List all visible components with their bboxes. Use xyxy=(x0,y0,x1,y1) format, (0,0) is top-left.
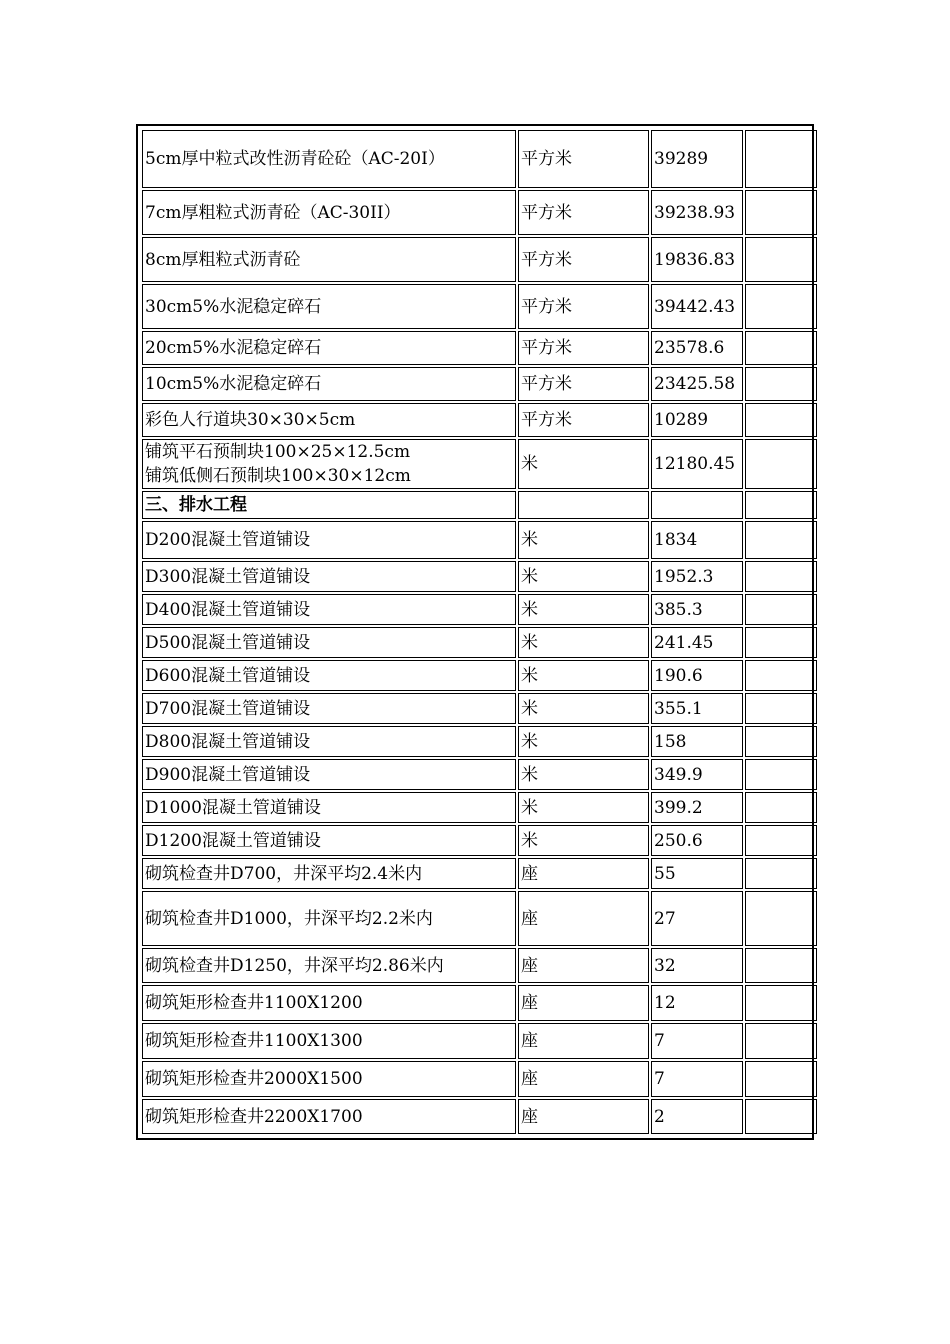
unit-cell: 米 xyxy=(518,759,649,790)
remark-cell xyxy=(745,237,817,282)
table-body xyxy=(142,130,817,1134)
item-name: 三、排水工程 xyxy=(145,495,247,515)
remark-cell xyxy=(745,521,817,559)
item-name-cell xyxy=(142,660,516,691)
quantity-cell: 158 xyxy=(651,726,743,757)
quantity-cell: 349.9 xyxy=(651,759,743,790)
table-row xyxy=(142,367,817,401)
unit-cell: 平方米 xyxy=(518,367,649,401)
table-row xyxy=(142,521,817,559)
quantity-cell: 27 xyxy=(651,891,743,946)
item-name: D400混凝土管道铺设 xyxy=(145,599,311,620)
item-name: 砌筑矩形检查井2000X1500 xyxy=(145,1069,363,1089)
item-name: D300混凝土管道铺设 xyxy=(145,566,311,587)
quantity-cell: 39238.93 xyxy=(651,190,743,235)
item-name-second-line: 铺筑低侧石预制块100×30×12cm xyxy=(145,466,411,486)
table-row xyxy=(142,561,817,592)
quantity-cell: 241.45 xyxy=(651,627,743,658)
item-name-cell xyxy=(142,403,516,437)
item-name-cell xyxy=(142,237,516,282)
item-name: 5cm厚中粒式改性沥青砼砼（AC-20I） xyxy=(145,149,445,169)
item-name: 铺筑平石预制块100×25×12.5cm xyxy=(145,442,411,462)
table-row xyxy=(142,985,817,1021)
unit-cell: 平方米 xyxy=(518,403,649,437)
item-name: D600混凝土管道铺设 xyxy=(145,665,311,686)
unit-cell: 平方米 xyxy=(518,190,649,235)
item-name: D700混凝土管道铺设 xyxy=(145,698,311,719)
table-row xyxy=(142,190,817,235)
quantity-table xyxy=(136,124,814,1140)
quantity-cell: 355.1 xyxy=(651,693,743,724)
table-row xyxy=(142,130,817,188)
remark-cell xyxy=(745,439,817,489)
item-name-cell xyxy=(142,130,516,188)
table-row xyxy=(142,237,817,282)
remark-cell xyxy=(745,190,817,235)
item-name: D200混凝土管道铺设 xyxy=(145,530,311,550)
remark-cell xyxy=(745,130,817,188)
remark-cell xyxy=(745,594,817,625)
item-name: 7cm厚粗粒式沥青砼（AC-30II） xyxy=(145,202,401,223)
item-name-cell xyxy=(142,891,516,946)
table-row xyxy=(142,594,817,625)
unit-cell: 座 xyxy=(518,858,649,889)
item-name: 砌筑矩形检查井2200X1700 xyxy=(145,1106,363,1127)
item-name: D1000混凝土管道铺设 xyxy=(145,797,321,818)
item-name: 砌筑矩形检查井1100X1200 xyxy=(145,993,363,1013)
remark-cell xyxy=(745,561,817,592)
item-name-cell xyxy=(142,190,516,235)
item-name-cell xyxy=(142,1099,516,1134)
unit-cell: 米 xyxy=(518,594,649,625)
table-row xyxy=(142,792,817,823)
remark-cell xyxy=(745,726,817,757)
table-row xyxy=(142,891,817,946)
remark-cell xyxy=(745,985,817,1021)
remark-cell xyxy=(745,403,817,437)
unit-cell: 米 xyxy=(518,792,649,823)
quantity-cell: 23425.58 xyxy=(651,367,743,401)
table-row xyxy=(142,726,817,757)
quantity-cell: 1952.3 xyxy=(651,561,743,592)
unit-cell: 米 xyxy=(518,693,649,724)
quantity-cell: 7 xyxy=(651,1023,743,1059)
table-row xyxy=(142,1061,817,1097)
quantity-cell: 250.6 xyxy=(651,825,743,856)
item-name-cell xyxy=(142,521,516,559)
item-name: 砌筑检查井D700，井深平均2.4米内 xyxy=(145,863,423,884)
quantity-cell: 55 xyxy=(651,858,743,889)
unit-cell: 米 xyxy=(518,660,649,691)
item-name: 砌筑矩形检查井1100X1300 xyxy=(145,1031,363,1051)
quantity-cell: 12 xyxy=(651,985,743,1021)
table-row xyxy=(142,403,817,437)
quantity-cell: 7 xyxy=(651,1061,743,1097)
unit-cell: 米 xyxy=(518,627,649,658)
item-name: 10cm5%水泥稳定碎石 xyxy=(145,374,322,394)
quantity-cell: 19836.83 xyxy=(651,237,743,282)
table-row xyxy=(142,627,817,658)
quantity-cell: 1834 xyxy=(651,521,743,559)
item-name: D500混凝土管道铺设 xyxy=(145,632,311,653)
unit-cell: 平方米 xyxy=(518,331,649,365)
item-name: 彩色人行道块30×30×5cm xyxy=(145,410,356,430)
table-row xyxy=(142,331,817,365)
quantity-cell: 190.6 xyxy=(651,660,743,691)
item-name-cell xyxy=(142,367,516,401)
unit-cell xyxy=(518,491,649,519)
item-name: 砌筑检查井D1250，井深平均2.86米内 xyxy=(145,955,444,976)
quantity-cell: 32 xyxy=(651,948,743,983)
quantity-cell: 399.2 xyxy=(651,792,743,823)
remark-cell xyxy=(745,331,817,365)
unit-cell: 座 xyxy=(518,985,649,1021)
item-name-cell xyxy=(142,858,516,889)
item-name-cell xyxy=(142,759,516,790)
quantity-cell: 12180.45 xyxy=(651,439,743,489)
quantity-cell: 23578.6 xyxy=(651,331,743,365)
table-row xyxy=(142,284,817,329)
quantity-cell: 385.3 xyxy=(651,594,743,625)
remark-cell xyxy=(745,1099,817,1134)
remark-cell xyxy=(745,759,817,790)
unit-cell: 平方米 xyxy=(518,130,649,188)
remark-cell xyxy=(745,693,817,724)
remark-cell xyxy=(745,491,817,519)
table-row xyxy=(142,858,817,889)
section-header-row xyxy=(142,491,817,519)
remark-cell xyxy=(745,948,817,983)
table-row xyxy=(142,948,817,983)
item-name-cell xyxy=(142,627,516,658)
remark-cell xyxy=(745,660,817,691)
unit-cell: 座 xyxy=(518,891,649,946)
item-name: 砌筑检查井D1000，井深平均2.2米内 xyxy=(145,908,433,929)
item-name-cell xyxy=(142,491,516,519)
table-row xyxy=(142,825,817,856)
unit-cell: 座 xyxy=(518,1023,649,1059)
item-name-cell xyxy=(142,985,516,1021)
unit-cell: 米 xyxy=(518,521,649,559)
remark-cell xyxy=(745,284,817,329)
item-name: D800混凝土管道铺设 xyxy=(145,731,311,752)
item-name-cell xyxy=(142,594,516,625)
item-name-cell xyxy=(142,948,516,983)
unit-cell: 平方米 xyxy=(518,284,649,329)
unit-cell: 座 xyxy=(518,948,649,983)
remark-cell xyxy=(745,891,817,946)
item-name-cell xyxy=(142,1023,516,1059)
item-name-cell xyxy=(142,561,516,592)
remark-cell xyxy=(745,858,817,889)
remark-cell xyxy=(745,792,817,823)
remark-cell xyxy=(745,1061,817,1097)
table-row xyxy=(142,660,817,691)
quantity-cell: 39442.43 xyxy=(651,284,743,329)
quantity-cell: 2 xyxy=(651,1099,743,1134)
unit-cell: 座 xyxy=(518,1061,649,1097)
item-name-cell xyxy=(142,693,516,724)
item-name-cell xyxy=(142,284,516,329)
quantity-cell: 39289 xyxy=(651,130,743,188)
item-name-cell xyxy=(142,1061,516,1097)
quantity-cell xyxy=(651,491,743,519)
unit-cell: 座 xyxy=(518,1099,649,1134)
item-name-cell xyxy=(142,439,516,489)
table-row xyxy=(142,439,817,489)
unit-cell: 米 xyxy=(518,825,649,856)
item-name: D1200混凝土管道铺设 xyxy=(145,830,321,851)
item-name: 30cm5%水泥稳定碎石 xyxy=(145,296,322,317)
remark-cell xyxy=(745,825,817,856)
item-name: 20cm5%水泥稳定碎石 xyxy=(145,338,322,358)
table-row xyxy=(142,759,817,790)
unit-cell: 米 xyxy=(518,439,649,489)
remark-cell xyxy=(745,627,817,658)
item-name-cell xyxy=(142,726,516,757)
table-row xyxy=(142,693,817,724)
unit-cell: 米 xyxy=(518,561,649,592)
item-name: D900混凝土管道铺设 xyxy=(145,764,311,785)
item-name-cell xyxy=(142,825,516,856)
item-name: 8cm厚粗粒式沥青砼 xyxy=(145,249,301,270)
quantity-table-grid xyxy=(140,128,819,1136)
item-name-cell xyxy=(142,792,516,823)
unit-cell: 平方米 xyxy=(518,237,649,282)
remark-cell xyxy=(745,1023,817,1059)
remark-cell xyxy=(745,367,817,401)
unit-cell: 米 xyxy=(518,726,649,757)
table-row xyxy=(142,1099,817,1134)
item-name-cell xyxy=(142,331,516,365)
quantity-cell: 10289 xyxy=(651,403,743,437)
table-row xyxy=(142,1023,817,1059)
